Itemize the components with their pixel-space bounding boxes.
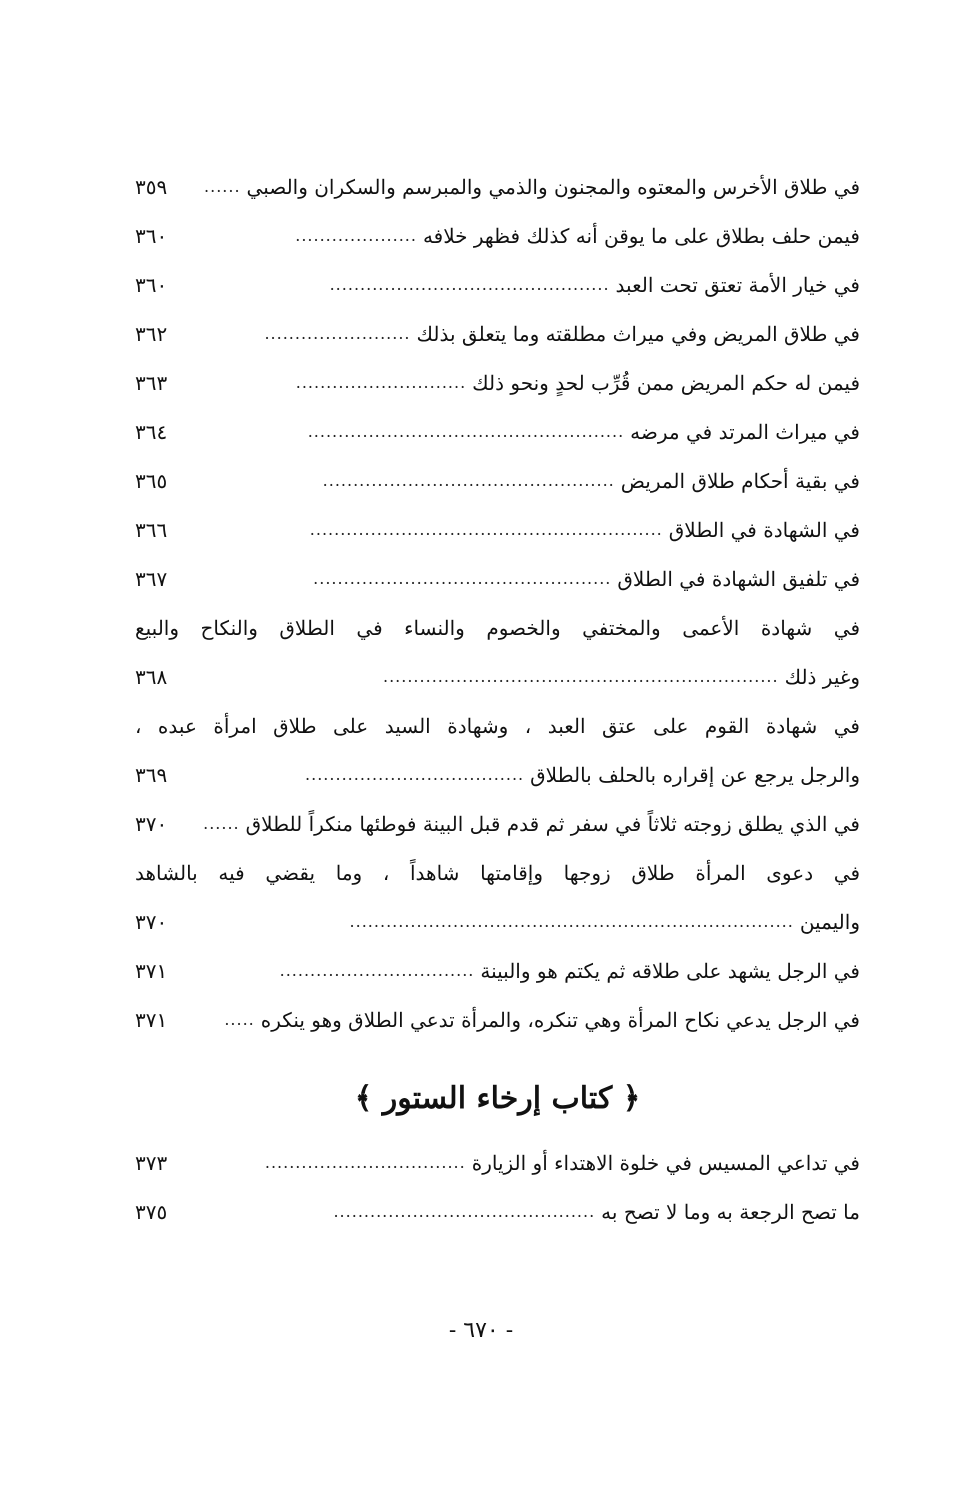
dot-leader: ..... (224, 1009, 255, 1029)
entry-page-number: ٣٧١ (135, 958, 168, 983)
toc-entry-continued (135, 701, 860, 750)
entry-page-number: ٣٧١ (135, 1007, 168, 1032)
entry-page-number: ٣٦٦ (135, 517, 168, 542)
page-number-footer: - ٦٧٠ - (448, 1318, 514, 1343)
toc-entry-continued (135, 848, 860, 897)
toc-entry (135, 211, 860, 260)
toc-entry (135, 162, 860, 211)
toc-entry (135, 309, 860, 358)
entry-page-number: ٣٥٩ (135, 174, 168, 199)
entry-page-number: ٣٦٩ (135, 762, 168, 787)
toc-entry-continued (135, 603, 860, 652)
entry-page-number: ٣٧٥ (135, 1199, 168, 1224)
dot-leader: ......................................................................... (349, 911, 794, 931)
toc-entry (135, 946, 860, 995)
entry-title: في الرجل يدعي نكاح المرأة وهي تنكره، والمرأة تدعي الطلاق وهو ينكره (260, 1007, 860, 1032)
dot-leader: ................................................. (313, 568, 612, 588)
dot-leader: ................................................................. (383, 666, 779, 686)
dot-leader: ........................................... (333, 1201, 596, 1221)
entry-page-number: ٣٦٧ (135, 566, 168, 591)
entry-title: وغير ذلك (784, 664, 860, 689)
entry-title: في الذي يطلق زوجته ثلاثاً في سفر ثم قدم قبل البينة فوطئها منكراً للطلاق (245, 811, 860, 836)
entry-title: في الرجل يشهد على طلاقه ثم يكتم هو والبينة (480, 958, 860, 983)
dot-leader: .......................................................... (309, 519, 663, 539)
dot-leader: .................................... (305, 764, 525, 784)
dot-leader: ........................ (264, 323, 411, 343)
entry-title: في دعوى المرأة طلاق زوجها وإقامتها شاهداً ، وما يقضي فيه بالشاهد (135, 860, 860, 885)
entry-title: فيمن حلف بطلاق على ما يوقن أنه كذلك فظهر خلافه (422, 223, 860, 248)
entry-page-number: ٣٧٠ (135, 811, 168, 836)
table-of-contents (135, 162, 860, 1236)
dot-leader: ...... (204, 176, 241, 196)
toc-entry (135, 1187, 860, 1236)
toc-entry (135, 358, 860, 407)
toc-entry (135, 505, 860, 554)
toc-entry (135, 407, 860, 456)
entry-page-number: ٣٦٢ (135, 321, 168, 346)
toc-entry (135, 456, 860, 505)
entry-page-number: ٣٧٣ (135, 1150, 168, 1175)
entry-title: في طلاق الأخرس والمعتوه والمجنون والذمي والمبرسم والسكران والصبي (246, 174, 860, 199)
entry-page-number: ٣٦٣ (135, 370, 168, 395)
dot-leader: ................................. (264, 1152, 466, 1172)
toc-entry (135, 554, 860, 603)
entry-page-number: ٣٦٤ (135, 419, 168, 444)
entry-title: فيمن له حكم المريض ممن قُرِّب لحدٍ ونحو ذلك (472, 370, 860, 395)
dot-leader: .............................................. (329, 274, 610, 294)
entry-page-number: ٣٦٥ (135, 468, 168, 493)
toc-entry (135, 1138, 860, 1187)
entry-title: والرجل يرجع عن إقراره بالحلف بالطلاق (530, 762, 860, 787)
dot-leader: ................................ (279, 960, 475, 980)
entry-page-number: ٣٦٠ (135, 272, 168, 297)
entry-title: ما تصح الرجعة به وما لا تصح به (601, 1199, 860, 1224)
toc-entry (135, 799, 860, 848)
toc-entry (135, 260, 860, 309)
entry-title: في شهادة القوم على عتق العبد ، وشهادة السيد على طلاق امرأة عبده ، (135, 713, 860, 738)
entry-title: في طلاق المريض وفي ميراث مطلقته وما يتعلق بذلك (416, 321, 860, 346)
entry-page-number: ٣٧٠ (135, 909, 168, 934)
toc-entry (135, 652, 860, 701)
dot-leader: ............................ (295, 372, 467, 392)
toc-entry (135, 897, 860, 946)
entry-title: في بقية أحكام طلاق المريض (620, 468, 860, 493)
dot-leader: ................................................ (322, 470, 615, 490)
toc-entry (135, 750, 860, 799)
dot-leader: .................................................... (307, 421, 625, 441)
entry-title: واليمين (799, 909, 860, 934)
entry-title: في خيار الأمة تعتق تحت العبد (615, 272, 860, 297)
entry-page-number: ٣٦٨ (135, 664, 168, 689)
entry-page-number: ٣٦٠ (135, 223, 168, 248)
entry-title: في الشهادة في الطلاق (668, 517, 860, 542)
toc-entry (135, 995, 860, 1044)
entry-title: في تداعي المسيس في خلوة الاهتداء أو الزيارة (471, 1150, 860, 1175)
section-heading: ﴿ كتاب إرخاء الستور ﴾ (354, 1080, 641, 1116)
dot-leader: ...... (203, 813, 240, 833)
entry-title: في ميراث المرتد في مرضه (630, 419, 860, 444)
entry-title: في تلفيق الشهادة في الطلاق (617, 566, 860, 591)
dot-leader: .................... (295, 225, 417, 245)
entry-title: في شهادة الأعمى والمختفي والخصوم والنساء في الطلاق والنكاح والبيع (135, 615, 860, 640)
